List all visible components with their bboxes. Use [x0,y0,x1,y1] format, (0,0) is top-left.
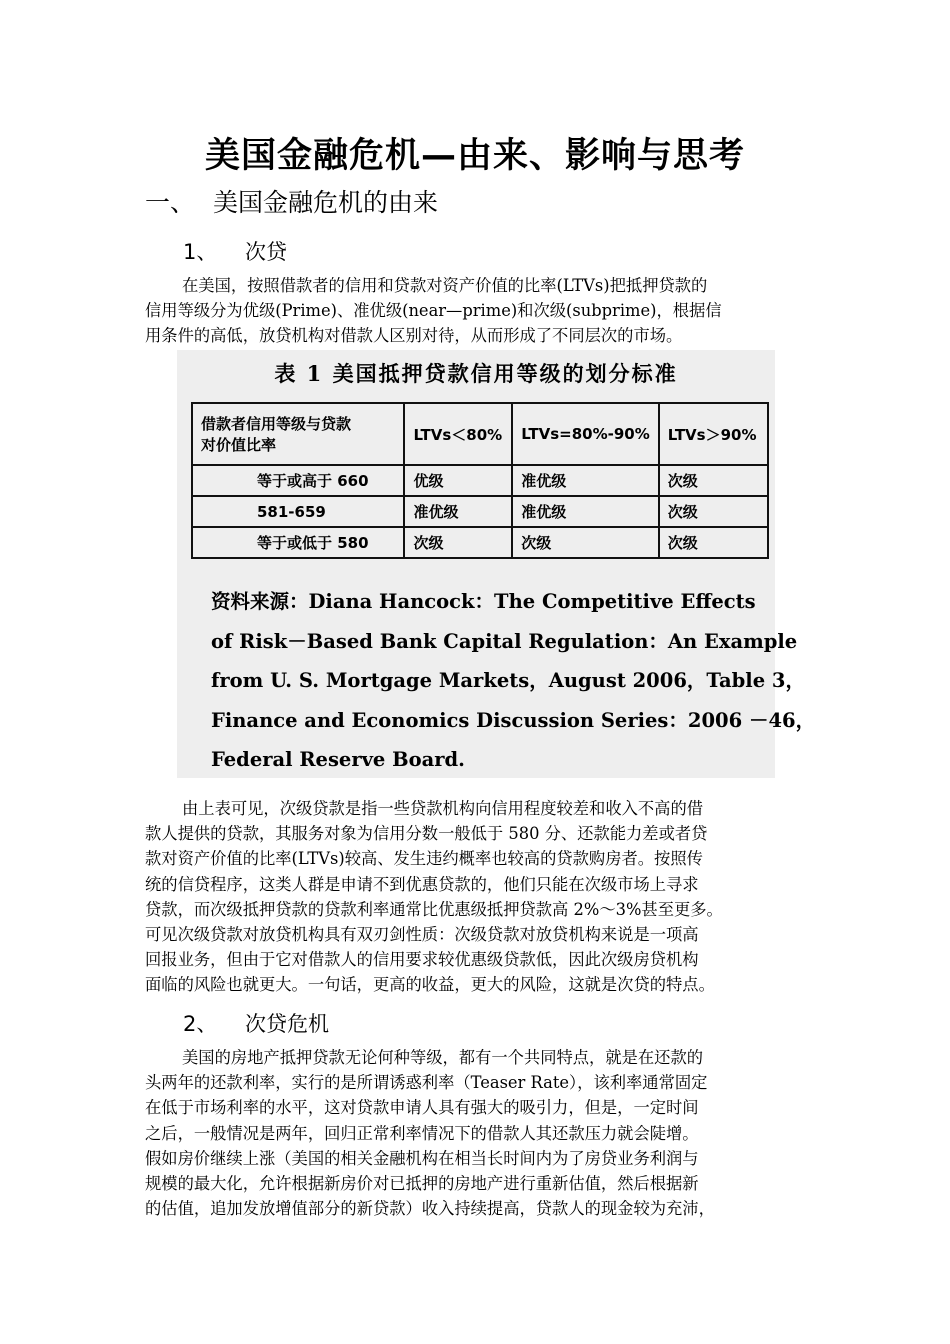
table-header-cell [192,403,404,465]
paragraph-line: 用条件的高低，放贷机构对借款人区别对待，从而形成了不同层次的市场。 [145,326,683,346]
paragraph-line: 假如房价继续上涨（美国的相关金融机构在相当长时间内为了房贷业务利润与 [145,1148,699,1168]
paragraph-2 [145,796,825,998]
paragraph-line: 贷款，而次级抵押贷款的贷款利率通常比优惠级抵押贷款高 2%～3%甚至更多。 [145,899,723,919]
subsection-number: 1、 [183,240,218,264]
paragraph-line: 回报业务，但由于它对借款人的信用要求较优惠级贷款低，因此次级房贷机构 [145,950,699,970]
source-line: 资料来源：Diana Hancock：The Competitive Effects [211,590,756,613]
paragraph-line: 美国的房地产抵押贷款无论何种等级，都有一个共同特点，就是在还款的 [182,1048,704,1067]
document-title: 美国金融危机—由来、影响与思考 [204,136,745,176]
table-cell: 次级 [512,527,658,558]
paragraph-line: 在美国，按照借款者的信用和贷款对资产价值的比率(LTVs)把抵押贷款的 [182,276,708,295]
source-line: Federal Reserve Board. [211,748,465,771]
subsection-heading-2 [183,1008,329,1038]
table-cell: 准优级 [404,496,512,527]
table-header-row [192,403,768,465]
table-cell: 准优级 [512,465,658,496]
subsection-title: 次贷 [245,240,287,264]
section-heading-1 [145,183,438,219]
table-row [192,527,768,558]
paragraph-line: 规模的最大化，允许根据新房价对已抵押的房地产进行重新估值，然后根据新 [145,1173,699,1193]
paragraph-line: 款对资产价值的比率(LTVs)较高、发生违约概率也较高的贷款购房者。按照传 [145,849,703,869]
table-cell: 次级 [659,496,768,527]
table-header-cell: LTVs＜80% [404,403,512,465]
table-header-cell: LTVs=80%-90% [512,403,658,465]
paragraph-line: 可见次级贷款对放贷机构具有双刃剑性质：次级贷款对放贷机构来说是一项高 [145,924,699,944]
paragraph-line: 的估值，追加发放增值部分的新贷款）收入持续提高，贷款人的现金较为充沛， [145,1199,715,1219]
paragraph-line: 在低于市场利率的水平，这对贷款申请人具有强大的吸引力，但是，一定时间 [145,1098,699,1118]
section-number: 一、 [145,188,196,217]
table-row [192,496,768,527]
table-row [192,465,768,496]
table-cell: 准优级 [512,496,658,527]
scanned-table-figure [177,350,816,778]
table-cell: 等于或低于 580 [192,527,404,558]
subsection-heading-1 [183,236,287,266]
subsection-number: 2、 [183,1012,218,1036]
source-line: of Risk－Based Bank Capital Regulation：An Example [211,629,798,653]
table-cell: 次级 [404,527,512,558]
table-header-cell: LTVs＞90% [659,403,768,465]
table-cell: 等于或高于 660 [192,465,404,496]
subsection-title: 次贷危机 [245,1012,329,1036]
header-line: 对价值比率 [201,436,277,454]
paragraph-line: 统的信贷程序，这类人群是申请不到优惠贷款的，他们只能在次级市场上寻求 [145,874,699,894]
header-line: 借款者信用等级与贷款 [201,415,352,433]
source-line: Finance and Economics Discussion Series：2006 －46， [211,708,816,732]
paragraph-1 [145,273,825,349]
paragraph-line: 信用等级分为优级(Prime)、准优级(near—prime)和次级(subprime)，根据信 [145,301,722,321]
paragraph-3 [145,1045,825,1221]
section-title: 美国金融危机的由来 [213,188,439,217]
figure-source-note [211,582,816,780]
paragraph-line: 之后，一般情况是两年，回归正常利率情况下的借款人其还款压力就会陡增。 [145,1123,699,1143]
table-cell: 次级 [659,465,768,496]
table-cell: 次级 [659,527,768,558]
source-line: from U. S. Mortgage Markets，August 2006，Table 3， [211,669,805,692]
paragraph-line: 面临的风险也就更大。一句话，更高的收益，更大的风险，这就是次贷的特点。 [145,975,715,995]
paragraph-line: 由上表可见，次级贷款是指一些贷款机构向信用程度较差和收入不高的借 [182,799,704,818]
paragraph-line: 头两年的还款利率，实行的是所谓诱惑利率（Teaser Rate），该利率通常固定 [145,1073,708,1093]
credit-grade-table [191,402,769,559]
paragraph-line: 款人提供的贷款，其服务对象为信用分数一般低于 580 分、还款能力差或者贷 [145,824,708,844]
figure-caption: 表 1 美国抵押贷款信用等级的划分标准 [274,361,678,386]
table-cell: 优级 [404,465,512,496]
table-cell: 581-659 [192,496,404,527]
